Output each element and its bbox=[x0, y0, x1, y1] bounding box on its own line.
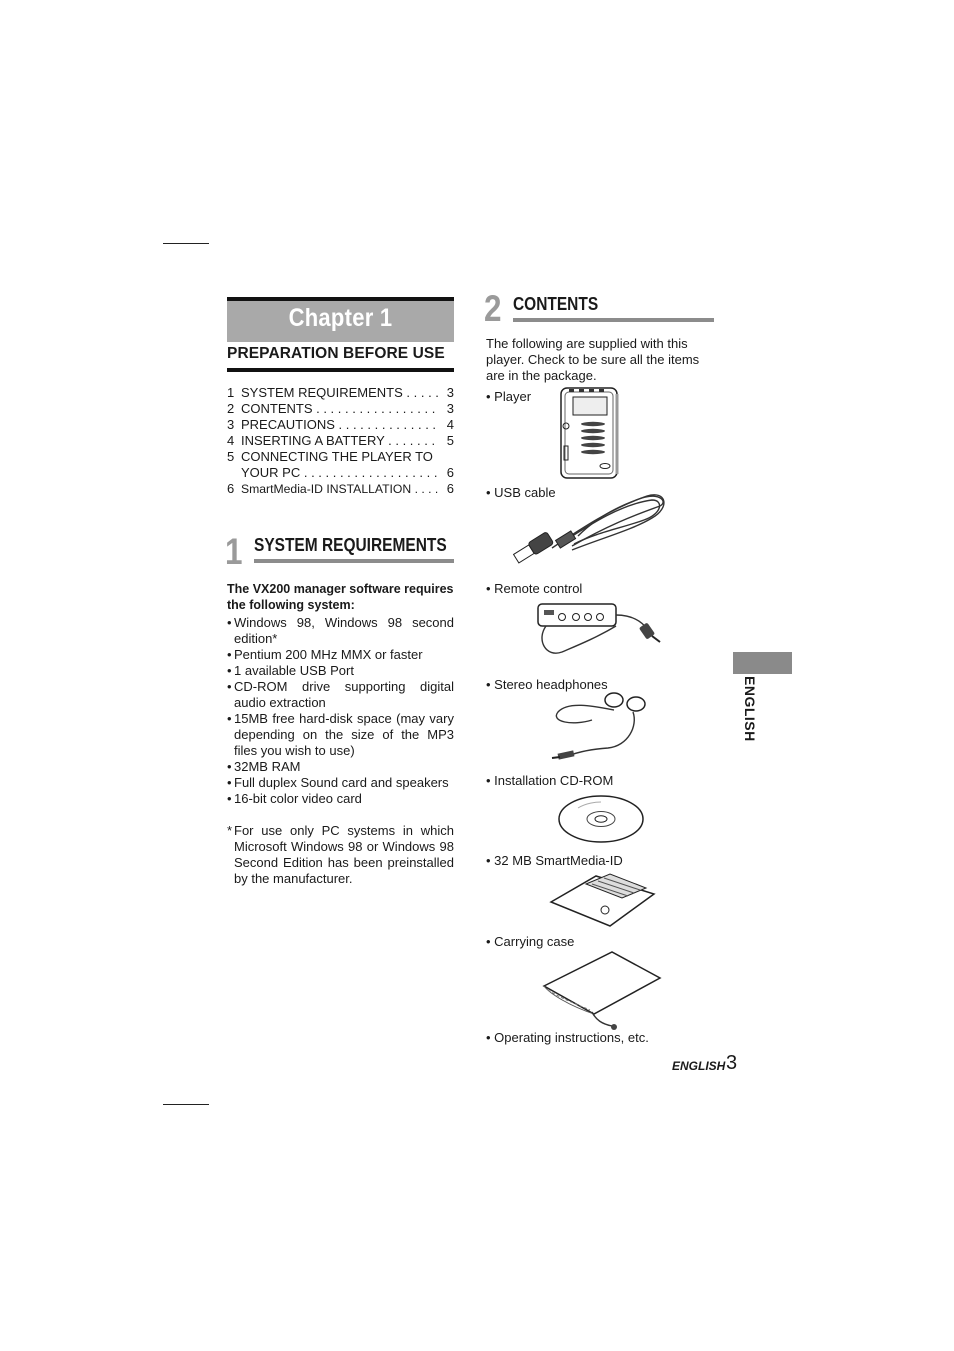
section-1-header bbox=[225, 531, 454, 579]
chapter-title: Chapter 1 bbox=[288, 304, 393, 332]
remote-control-icon bbox=[536, 600, 664, 662]
list-item: • Pentium 200 MHz MMX or faster bbox=[227, 647, 423, 662]
toc-entry[interactable]: 2 CONTENTS . . . . . . . . . . . . . . . . . 3 bbox=[227, 401, 454, 416]
page-number: 3 bbox=[726, 1052, 738, 1074]
crop-mark-top bbox=[163, 243, 209, 244]
section-rule bbox=[254, 559, 454, 563]
cd-rom-icon bbox=[556, 794, 646, 844]
item-label-cd-rom: • Installation CD-ROM bbox=[486, 773, 614, 788]
toc-entry[interactable]: 4 INSERTING A BATTERY . . . . . . . 5 bbox=[227, 433, 454, 448]
requirements-heading: The VX200 manager software requires the following system: bbox=[227, 582, 454, 612]
section-title: SYSTEM REQUIREMENTS bbox=[254, 535, 447, 555]
right-column bbox=[486, 290, 714, 384]
item-label-headphones: • Stereo headphones bbox=[486, 677, 608, 692]
item-label-player: • Player bbox=[486, 389, 532, 404]
toc-entry[interactable]: 5 CONNECTING THE PLAYER TO bbox=[227, 449, 433, 464]
section-number: 1 bbox=[225, 531, 243, 572]
list-item: • 1 available USB Port bbox=[227, 663, 354, 678]
item-label-remote: • Remote control bbox=[486, 581, 583, 596]
footer-language: ENGLISH bbox=[672, 1059, 726, 1073]
list-item: • 16-bit color video card bbox=[227, 791, 362, 806]
list-item: • Windows 98, Windows 98 second edition* bbox=[227, 615, 454, 646]
list-item: • 32MB RAM bbox=[227, 759, 301, 774]
crop-mark-bottom bbox=[163, 1104, 209, 1105]
smartmedia-card-icon bbox=[548, 872, 658, 930]
list-item: • 15MB free hard-disk space (may vary depending on the size of the MP3 files you wish to use) bbox=[227, 711, 454, 758]
item-label-smartmedia: • 32 MB SmartMedia-ID bbox=[486, 853, 623, 868]
section-number: 2 bbox=[484, 288, 502, 329]
contents-intro: The following are supplied with this player. Check to be sure all the items are in the package. bbox=[486, 336, 700, 383]
item-label-instructions: • Operating instructions, etc. bbox=[486, 1030, 649, 1045]
left-column bbox=[227, 297, 454, 887]
requirements-list bbox=[227, 615, 454, 807]
carrying-case-icon bbox=[540, 950, 664, 1032]
chapter-banner bbox=[227, 297, 454, 342]
chapter-subtitle: PREPARATION BEFORE USE bbox=[227, 345, 445, 362]
section-title: CONTENTS bbox=[513, 294, 599, 314]
language-tab-label: ENGLISH bbox=[742, 676, 758, 742]
item-label-case: • Carrying case bbox=[486, 934, 575, 949]
toc-entry[interactable]: 6 SmartMedia-ID INSTALLATION . . . . 6 bbox=[227, 481, 454, 496]
language-tab bbox=[733, 652, 792, 674]
headphones-icon bbox=[548, 686, 648, 766]
mp3-player-icon bbox=[555, 384, 621, 480]
footnote: * For use only PC systems in which Microsoft Windows 98 or Windows 98 Second Edition has been preinstalled by the manufacturer. bbox=[227, 823, 454, 886]
chapter-rule bbox=[227, 368, 454, 372]
toc-entry-continued[interactable]: YOUR PC . . . . . . . . . . . . . . . . . . . 6 bbox=[241, 465, 454, 480]
list-item: • Full duplex Sound card and speakers bbox=[227, 775, 449, 790]
toc-entry[interactable]: 1 SYSTEM REQUIREMENTS . . . . . 3 bbox=[227, 385, 454, 400]
section-rule bbox=[513, 318, 714, 322]
list-item: • CD-ROM drive supporting digital audio extraction bbox=[227, 679, 454, 710]
table-of-contents bbox=[227, 385, 454, 497]
toc-entry[interactable]: 3 PRECAUTIONS . . . . . . . . . . . . . . 4 bbox=[227, 417, 454, 432]
section-2-header bbox=[486, 290, 714, 336]
usb-cable-icon bbox=[512, 488, 668, 568]
item-label-usb-cable: • USB cable bbox=[486, 485, 556, 500]
